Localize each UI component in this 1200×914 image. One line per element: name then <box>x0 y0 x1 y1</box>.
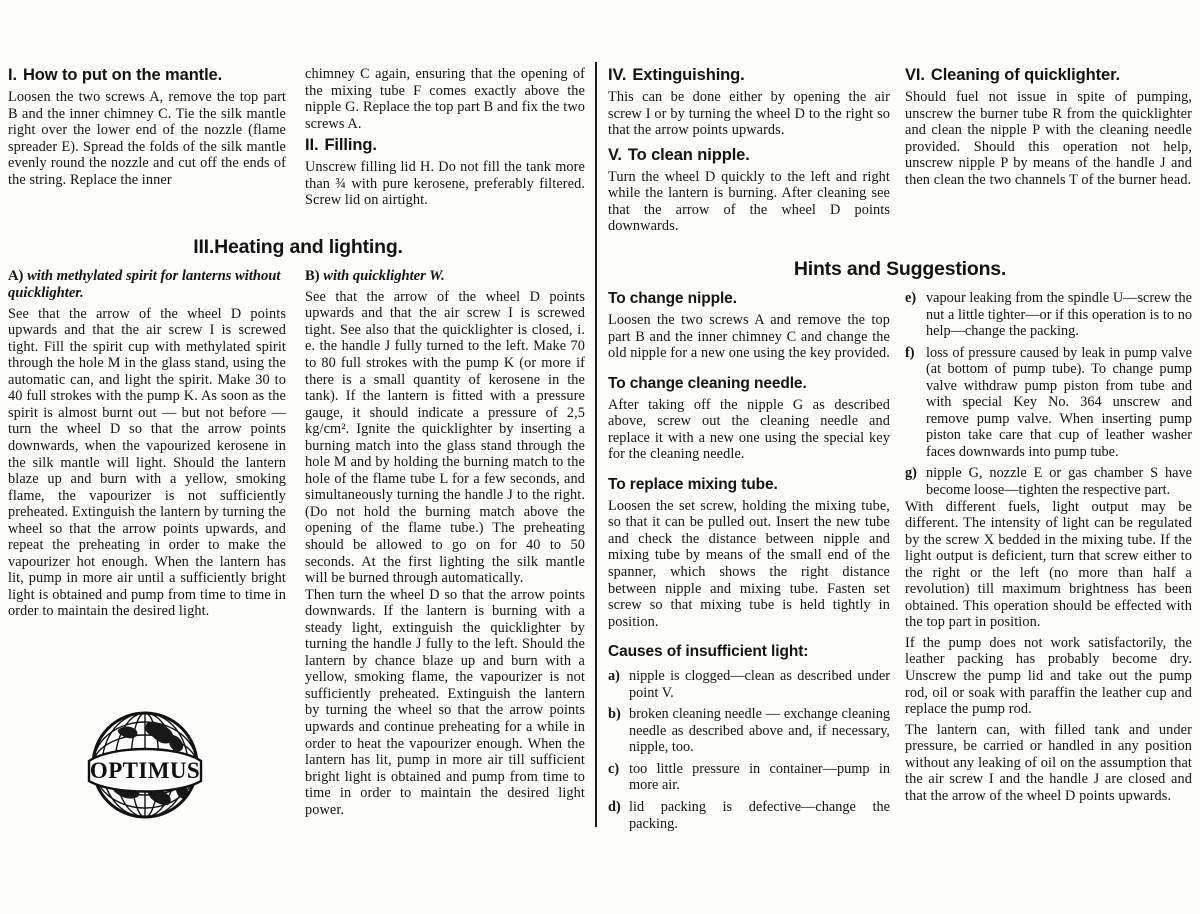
section-6-title: Cleaning of quicklighter. <box>930 66 1120 84</box>
replace-mixing-tube-heading: To replace mixing tube. <box>608 475 778 493</box>
section-1-heading <box>8 66 286 85</box>
list-item <box>905 465 1192 498</box>
column-divider <box>595 62 597 827</box>
change-nipple-body: Loosen the two screws A and remove the top part B and the inner chimney C and change the old nipple for a new one using the key provided. <box>608 312 890 362</box>
section-3-heading <box>8 236 588 258</box>
hints-heading: Hints and Suggestions. <box>793 258 1007 280</box>
sub-a-body: See that the arrow of the wheel D points upwards and that the air screw I is screwed tight. Fill the spirit cup with methylated spirit through the hole M in the glass stand, using the automatic can, and light the spirit. Make 30 to 40 full strokes with the pump K. As soon as the spirit is almost burnt out — but not before — turn the wheel D so that the arrow points downwards, when the vapourized kerosene in the silk mantle will light. Should the lantern blaze up and burn with a yellow, smoking flame, the vapourizer is not sufficiently preheated. Extinguish the lantern by turning the wheel so that the arrow points upwards, and repeat the preheating in order to make the vapourizer hot enough. When the lantern has lit, pump in more air until a sufficiently bright light is obtained and pump from time to time in order to maintain the desired light. <box>8 305 286 620</box>
column-2-lower <box>305 268 585 818</box>
sub-a-heading <box>8 268 286 302</box>
list-item <box>608 706 890 756</box>
sub-b-title: with quicklighter W. <box>323 268 445 284</box>
list-item <box>905 290 1192 340</box>
list-text: broken cleaning needle — exchange cleaning needle as described above and, if necessary, nipple, too. <box>629 706 890 756</box>
list-text: nipple G, nozzle E or gas chamber S have become loose—tighten the respective part. <box>926 465 1192 499</box>
para-pump-maintenance: If the pump does not work satisfactorily, the leather packing has probably become dry. Unscrew the pump lid and take out the pump rod, oil or soak with paraffin the leather cup and replace the pump rod. <box>905 634 1192 718</box>
globe-icon <box>85 705 205 825</box>
section-1-continuation: chimney C again, ensuring that the opening of the mixing tube F comes exactly above the nipple G. Replace the top part B and fix the two screws A. <box>305 66 585 132</box>
list-text: vapour leaking from the spindle U—screw the nut a little tighter—or if this operation is to no help—change the packing. <box>926 290 1192 340</box>
column-3 <box>608 66 890 235</box>
section-2-body: Unscrew filling lid H. Do not fill the tank more than ¾ with pure kerosene, preferably filtered. Screw lid on airtight. <box>305 159 585 209</box>
list-item <box>608 668 890 701</box>
section-2-title: Filling. <box>324 136 377 155</box>
section-6-heading <box>905 66 1192 85</box>
section-1-numeral: I. <box>8 66 17 84</box>
hints-list <box>905 290 1192 499</box>
sub-b-heading <box>305 268 585 285</box>
section-3-title: Heating and lighting. <box>214 236 403 258</box>
section-4-heading <box>608 66 890 85</box>
replace-mixing-tube-body: Loosen the set screw, holding the mixing tube, so that it can be pulled out. Insert the new tube and check the distance between nipple and mixing tube by means of the small end of the spanner, which shows the right distance between nipple and mixing tube. Fasten set screw so that mixing tube is held tightly in position. <box>608 497 890 630</box>
column-4-lower <box>905 290 1192 804</box>
change-cleaning-needle-heading: To change cleaning needle. <box>608 374 807 392</box>
column-3-lower <box>608 290 890 832</box>
para-different-fuels: With different fuels, light output may be different. The intensity of light can be regulated by the screw X bedded in the mixing tube. If the light output is deficient, turn that screw either to the right or the left (no more than half a revolution) till maximum brightness has been obtained. This operation should be effected with the top part in position. <box>905 498 1192 631</box>
section-4-body: This can be done either by opening the air screw I or by turning the wheel D to the right so that the arrow points upwards. <box>608 89 890 139</box>
brand-wordmark: OPTIMUS <box>89 758 201 783</box>
list-text: loss of pressure caused by leak in pump valve (at bottom of pump tube). To change pump valve withdraw pump piston from tube and with special Key No. 364 unscrew and remove pump valve. When inserting pump piston take care that cup of leather washer faces downwards into pump tube. <box>926 344 1192 460</box>
para-carrying: The lantern can, with filled tank and under pressure, be carried or handled in any position without any leaking of oil on the assumption that the air screw I and the handle J are closed and that the arrow of the wheel D points upwards. <box>905 721 1192 804</box>
section-5-body: Turn the wheel D quickly to the left and right while the lantern is burning. After cleaning see that the arrow of the wheel D points downwards. <box>608 168 890 235</box>
list-marker: d) <box>608 799 621 816</box>
optimus-logo <box>85 705 205 825</box>
section-6-body: Should fuel not issue in spite of pumping, unscrew the burner tube R from the quicklighter and clean the nipple P with the cleaning needle provided. Should this operation not help, unscrew nipple P by means of the handle J and then clean the two channels T of the burner head. <box>905 89 1192 188</box>
sub-b-body-2: Then turn the wheel D so that the arrow points downwards. If the lantern is burning with a steady light, extinguish the quicklighter by turning the handle J fully to the left. Should the lantern by chance blaze up and burn with a yellow, smoking flame, the vapourizer is not sufficiently preheated. Extinguish the lantern by turning the wheel so that the arrow points upwards and continue preheating for a while in order to heat the vapourizer enough. When the lantern has lit, pump in more air till sufficient bright light is obtained and pump from time to time in order to maintain the desired light power. <box>305 586 585 818</box>
section-4-title: Extinguishing. <box>632 66 745 84</box>
list-marker: e) <box>905 290 917 306</box>
change-cleaning-needle-body: After taking off the nipple G as described above, screw out the cleaning needle and replace it with a new one using the special key for the cleaning needle. <box>608 396 890 463</box>
list-text: too little pressure in container—pump in more air. <box>629 760 890 794</box>
section-1-body: Loosen the two screws A, remove the top part B and the inner chimney C. Tie the silk mantle right over the lower end of the nozzle (flame spreader E). Spread the folds of the silk mantle evenly round the nozzle and cut off the ends of the string. Replace the inner <box>8 89 286 188</box>
section-2-numeral: II. <box>305 136 319 155</box>
column-2 <box>305 66 585 209</box>
heating-lighting-heading-block <box>8 236 588 258</box>
section-5-title: To clean nipple. <box>627 145 750 164</box>
list-item <box>608 799 890 832</box>
list-marker: a) <box>608 668 620 685</box>
list-item <box>905 345 1192 461</box>
list-marker: f) <box>905 344 915 361</box>
list-marker: c) <box>608 760 620 777</box>
list-marker: g) <box>905 465 917 482</box>
sub-b-label: B) <box>305 268 320 284</box>
section-2-heading <box>305 136 585 155</box>
column-1-lower <box>8 268 286 620</box>
section-1-title: How to put on the mantle. <box>22 66 223 84</box>
causes-list <box>608 668 890 832</box>
column-4 <box>905 66 1192 188</box>
column-1 <box>8 66 286 188</box>
list-text: nipple is clogged—clean as described under point V. <box>629 668 890 701</box>
list-marker: b) <box>608 706 621 723</box>
sub-b-body-1: See that the arrow of the wheel D points upwards and that the air screw I is screwed tight. See also that the quicklighter is closed, i. e. the handle J fully turned to the left. Make 70 to 80 full strokes with the pump K (or more if there is a small quantity of kerosene in the tank). If the lantern is fitted with a pressure gauge, it should indicate a pressure of 2,5 kg/cm². Ignite the quicklighter by inserting a burning match into the glass stand through the hole M and by holding the burning match to the hole of the flame tube L for a few seconds, and simultaneously turning the handle J to the right. (Do not hold the burning match above the opening of the flame tube.) The preheating should be allowed to go on for 40 to 50 seconds. At the first lighting the silk mantle will be burned through automatically. <box>305 288 585 587</box>
list-text: lid packing is defective—change the packing. <box>629 799 890 832</box>
section-3-numeral: III. <box>193 236 215 258</box>
list-item <box>608 761 890 794</box>
section-6-numeral: VI. <box>905 66 925 84</box>
section-4-numeral: IV. <box>608 66 627 84</box>
section-5-heading <box>608 146 890 165</box>
sub-a-label: A) <box>8 268 24 284</box>
sub-a-title: with methylated spirit for lanterns without quicklighter. <box>8 268 281 301</box>
causes-heading: Causes of insufficient light: <box>608 643 809 661</box>
change-nipple-heading: To change nipple. <box>608 290 737 307</box>
hints-heading-block <box>608 258 1192 280</box>
section-5-numeral: V. <box>608 145 622 164</box>
